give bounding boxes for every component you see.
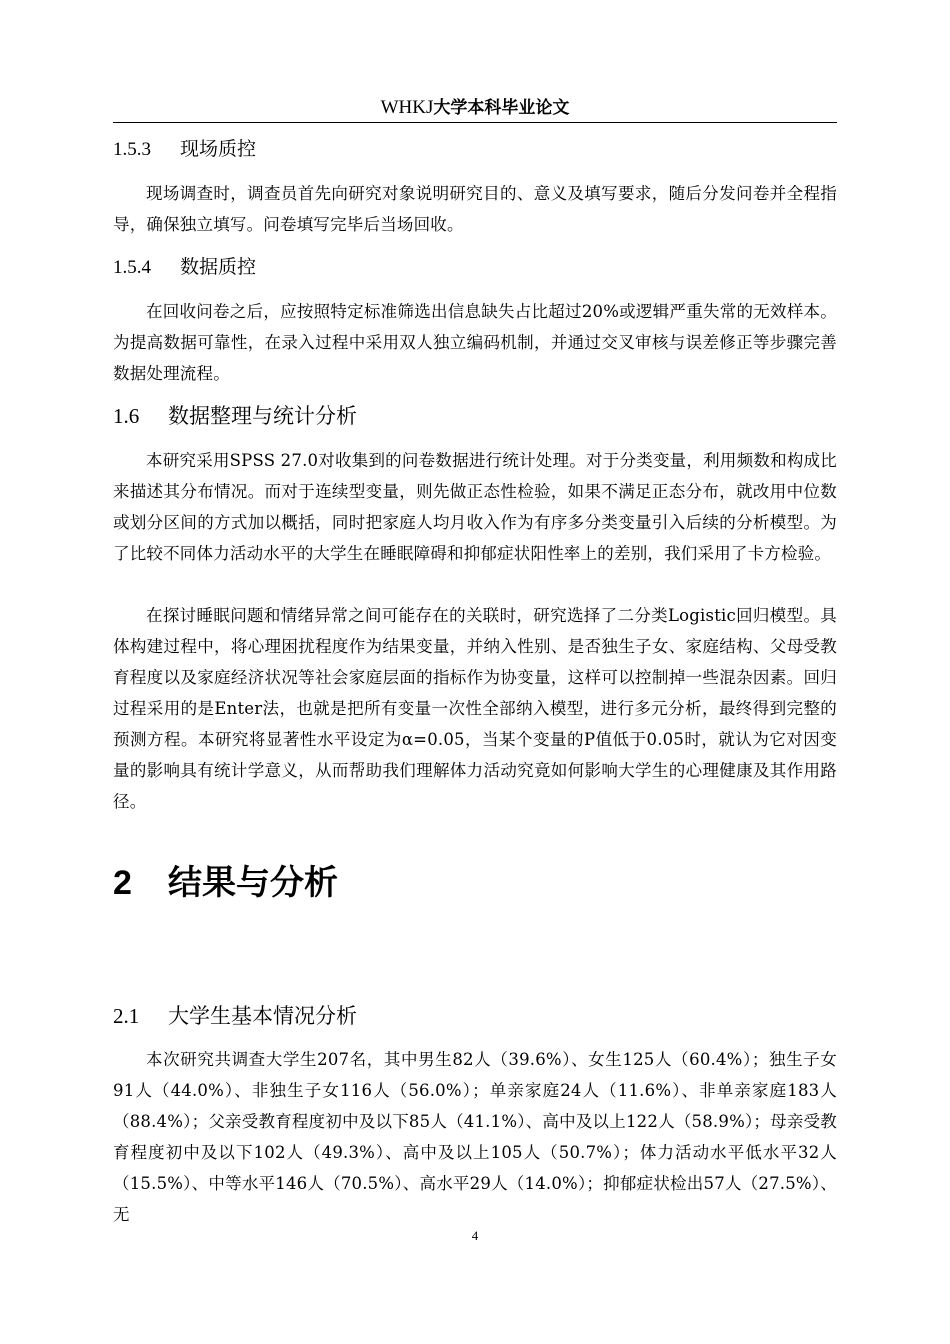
- paragraph-1-5-4: 在回收问卷之后，应按照特定标准筛选出信息缺失占比超过20%或逻辑严重失常的无效样本。为提高数据可靠性，在录入过程中采用双人独立编码机制，并通过交叉审核与误差修正等步骤完善数据处理流程。: [113, 302, 837, 383]
- heading-text: 大学生基本情况分析: [168, 1004, 357, 1028]
- heading-text: 数据整理与统计分析: [168, 404, 357, 428]
- paragraph-2-1: 本次研究共调查大学生207名，其中男生82人（39.6%）、女生125人（60.4%）；独生子女91人（44.0%）、非独生子女116人（56.0%）；单亲家庭24人（11.6%）、非单亲家庭183人（88.4%）；父亲受教育程度初中及以下85人（41.1%）、高中及以上122人（58.9%）；母亲受教育程度初中及以下102人（49.3%）、高中及以上105人（50.7%）；体力活动水平低水平32人（15.5%）、中等水平146人（70.5%）、高水平29人（14.0%）；抑郁症状检出57人（27.5%）、无: [113, 1050, 837, 1224]
- heading-text: 结果与分析: [168, 863, 338, 903]
- heading-number: 2.1: [113, 1004, 140, 1028]
- heading-number: 1.5.4: [113, 257, 151, 278]
- header-latin: WHKJ: [380, 97, 434, 118]
- heading-2-1: [113, 1002, 357, 1030]
- heading-1-5-3: [113, 136, 256, 163]
- paragraph-1-6-a: 本研究采用SPSS 27.0对收集到的问卷数据进行统计处理。对于分类变量，利用频数和构成比来描述其分布情况。而对于连续型变量，则先做正态性检验，如果不满足正态分布，就改用中位数或划分区间的方式加以概括，同时把家庭人均月收入作为有序多分类变量引入后续的分析模型。为了比较不同体力活动水平的大学生在睡眠障碍和抑郁症状阳性率上的差别，我们采用了卡方检验。: [113, 451, 837, 563]
- heading-number: 2: [113, 864, 132, 902]
- heading-number: 1.6: [113, 404, 140, 428]
- paragraph-1-5-3: 现场调查时，调查员首先向研究对象说明研究目的、意义及填写要求，随后分发问卷并全程指导，确保独立填写。问卷填写完毕后当场回收。: [113, 184, 837, 234]
- heading-text: 现场质控: [180, 138, 257, 160]
- heading-number: 1.5.3: [113, 139, 151, 160]
- running-header: [113, 94, 837, 123]
- document-page: [113, 0, 837, 1344]
- heading-1-5-4: [113, 254, 256, 281]
- heading-1-6: [113, 402, 357, 430]
- heading-text: 数据质控: [180, 256, 257, 278]
- chapter-heading-2: [113, 861, 338, 905]
- paragraph-1-6-b: 在探讨睡眠问题和情绪异常之间可能存在的关联时，研究选择了二分类Logistic回归模型。具体构建过程中，将心理困扰程度作为结果变量，并纳入性别、是否独生子女、家庭结构、父母受教育程度以及家庭经济状况等社会家庭层面的指标作为协变量，这样可以控制掉一些混杂因素。回归过程采用的是Enter法，也就是把所有变量一次性全部纳入模型，进行多元分析，最终得到完整的预测方程。本研究将显著性水平设定为α=0.05，当某个变量的P值低于0.05时，就认为它对因变量的影响具有统计学意义，从而帮助我们理解体力活动究竟如何影响大学生的心理健康及其作用路径。: [113, 606, 837, 811]
- header-title: 大学本科毕业论文: [433, 98, 570, 118]
- page-number: 4: [471, 1228, 479, 1243]
